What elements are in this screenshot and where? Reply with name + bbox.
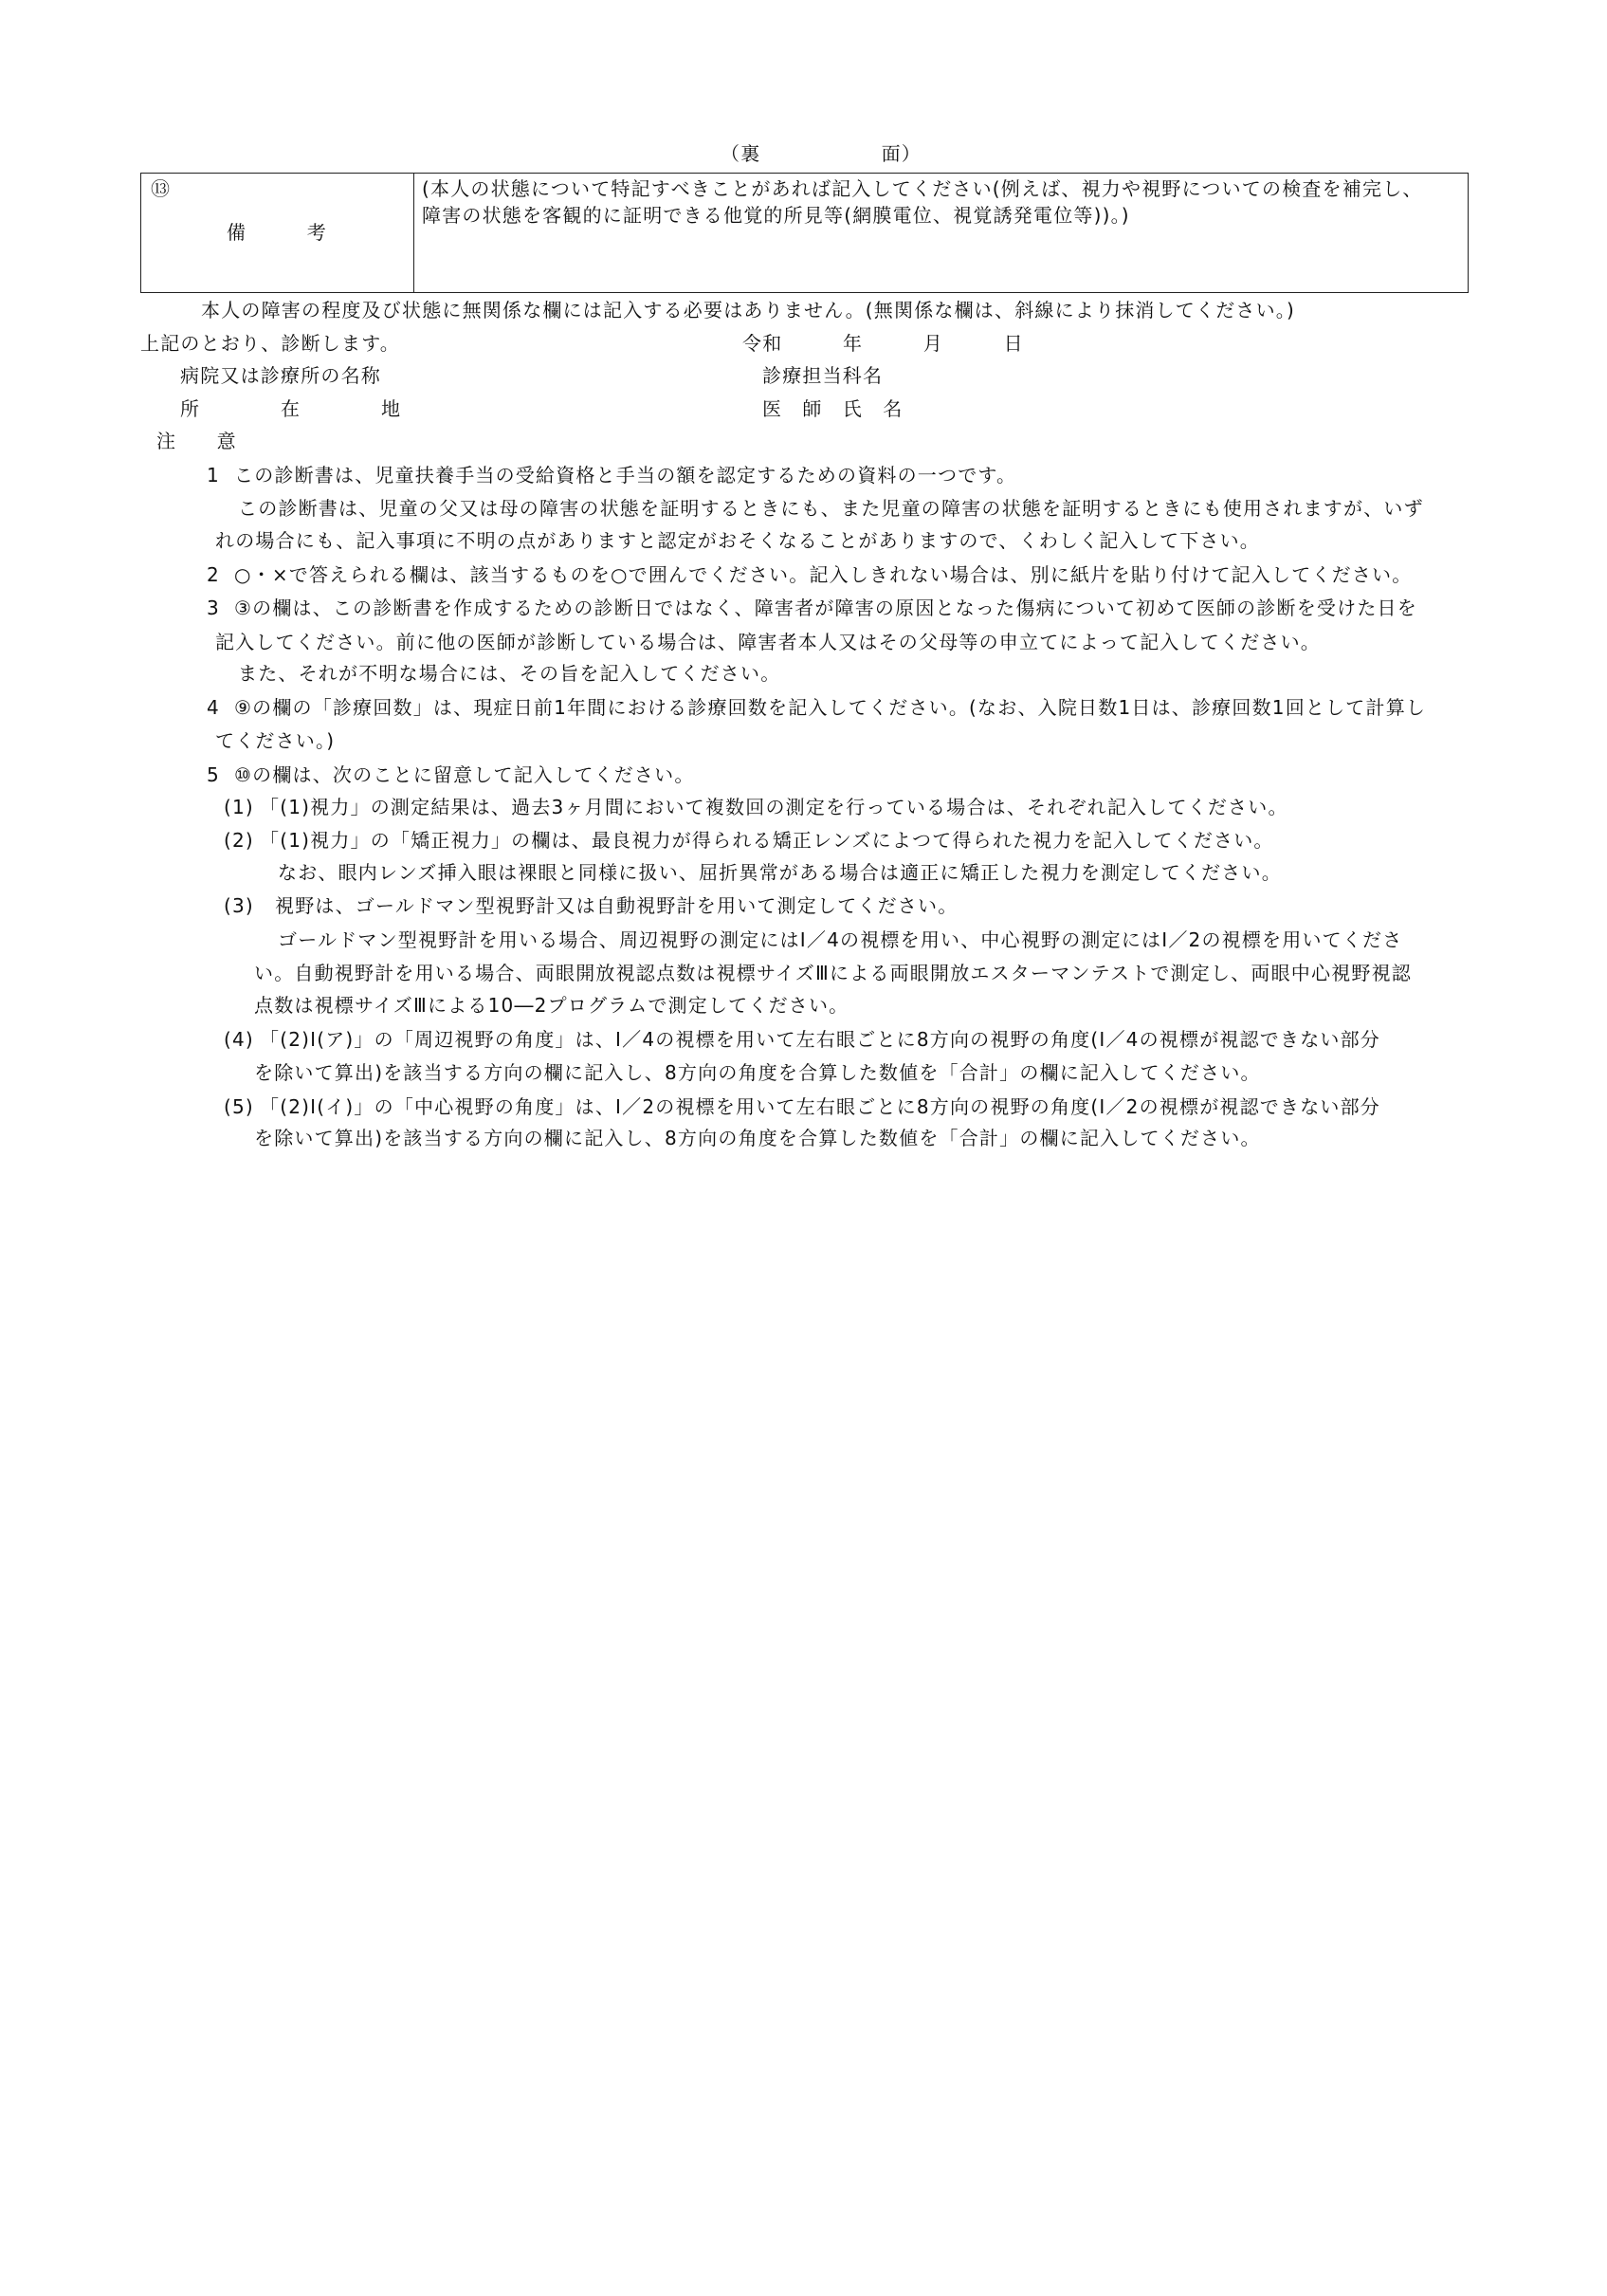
subnote-text: 点数は視標サイズⅢによる10―2プログラムで測定してください。 xyxy=(254,994,849,1017)
table-divider xyxy=(413,174,414,292)
subnote-number: (1) xyxy=(224,796,254,818)
remarks-instructions-line2[interactable]: 障害の状態を客観的に証明できる他覚的所見等(網膜電位、視覚誘発電位等))。) xyxy=(422,204,1130,227)
note-text: この診断書は、児童の父又は母の障害の状態を証明するときにも、また児童の障害の状態を証明するときにも使用されますが、いず xyxy=(238,497,1424,520)
subnote-text: ゴールドマン型視野計を用いる場合、周辺視野の測定にはⅠ／4の視標を用い、中心視野の測定にはⅠ／2の視標を用いてくださ xyxy=(278,928,1403,951)
date-field[interactable]: 令和 年 月 日 xyxy=(742,332,1024,355)
page-side-header: （裏 面） xyxy=(721,142,922,165)
doctor-name-label: 医 師 氏 名 xyxy=(762,397,904,420)
note-text: れの場合にも、記入事項に不明の点がありますと認定がおそくなることがありますので、くわしく記入して下さい。 xyxy=(215,529,1260,552)
remarks-table xyxy=(140,173,1469,293)
unrelated-fields-note: 本人の障害の程度及び状態に無関係な欄には記入する必要はありません。(無関係な欄は、斜線により抹消してください。) xyxy=(201,299,1296,321)
note-text: 記入してください。前に他の医師が診断している場合は、障害者本人又はその父母等の申立てによって記入してください。 xyxy=(215,631,1321,653)
note-text: ⑨の欄の「診療回数」は、現症日前1年間における診療回数を記入してください。(なお、入院日数1日は、診療回数1回として計算し xyxy=(234,696,1427,719)
subnote-text: 視野は、ゴールドマン型視野計又は自動視野計を用いて測定してください。 xyxy=(275,894,959,917)
subnote-text: 「(1)視力」の測定結果は、過去3ヶ月間において複数回の測定を行っている場合は、それぞれ記入してください。 xyxy=(260,796,1288,818)
subnote-text: い。自動視野計を用いる場合、両眼開放視認点数は視標サイズⅢによる両眼開放エスターマンテストで測定し、両眼中心視野視認 xyxy=(254,962,1412,984)
note-number: 1 xyxy=(207,464,220,487)
note-text: また、それが不明な場合には、その旨を記入してください。 xyxy=(238,662,781,685)
subnote-text: 「(2)Ⅰ(ア)」の「周辺視野の角度」は、Ⅰ／4の視標を用いて左右眼ごとに8方向の視野の角度(Ⅰ／4の視標が視認できない部分 xyxy=(260,1028,1381,1051)
subnote-text: を除いて算出)を該当する方向の欄に記入し、8方向の角度を合算した数値を「合計」の欄に記入してください。 xyxy=(254,1127,1261,1149)
note-number: 2 xyxy=(207,563,220,586)
notes-heading: 注 意 xyxy=(156,430,237,452)
department-label: 診療担当科名 xyxy=(762,364,884,387)
note-number: 5 xyxy=(207,763,220,786)
remarks-instructions-line1[interactable]: (本人の状態について特記すべきことがあれば記入してください(例えば、視力や視野についての検査を補完し、 xyxy=(422,177,1423,200)
subnote-number: (4) xyxy=(224,1028,254,1051)
subnote-text: 「(1)視力」の「矯正視力」の欄は、最良視力が得られる矯正レンズによつて得られた視力を記入してください。 xyxy=(260,829,1274,852)
note-number: 4 xyxy=(207,696,220,719)
subnote-text: 「(2)Ⅰ(イ)」の「中心視野の角度」は、Ⅰ／2の視標を用いて左右眼ごとに8方向の視野の角度(Ⅰ／2の視標が視認できない部分 xyxy=(260,1095,1381,1118)
subnote-number: (5) xyxy=(224,1095,254,1118)
note-text: この診断書は、児童扶養手当の受給資格と手当の額を認定するための資料の一つです。 xyxy=(234,464,1017,487)
subnote-number: (2) xyxy=(224,829,254,852)
remarks-number: ⑬ xyxy=(151,177,172,200)
subnote-text: なお、眼内レンズ挿入眼は裸眼と同様に扱い、屈折異常がある場合は適正に矯正した視力を測定してください。 xyxy=(278,861,1282,884)
note-text: ③の欄は、この診断書を作成するための診断日ではなく、障害者が障害の原因となった傷病について初めて医師の診断を受けた日を xyxy=(234,597,1417,619)
certification-statement: 上記のとおり、診断します。 xyxy=(140,332,400,355)
remarks-label: 備 考 xyxy=(227,221,327,244)
note-text: てください。) xyxy=(215,729,336,752)
subnote-number: (3) xyxy=(224,894,254,917)
subnote-text: を除いて算出)を該当する方向の欄に記入し、8方向の角度を合算した数値を「合計」の欄に記入してください。 xyxy=(254,1061,1261,1084)
note-text: ○・×で答えられる欄は、該当するものを○で囲んでください。記入しきれない場合は、別に紙片を貼り付けて記入してください。 xyxy=(234,563,1413,586)
hospital-name-label: 病院又は診療所の名称 xyxy=(180,364,381,387)
note-text: ⑩の欄は、次のことに留意して記入してください。 xyxy=(234,763,695,786)
note-number: 3 xyxy=(207,597,220,619)
address-label: 所 在 地 xyxy=(180,397,402,420)
